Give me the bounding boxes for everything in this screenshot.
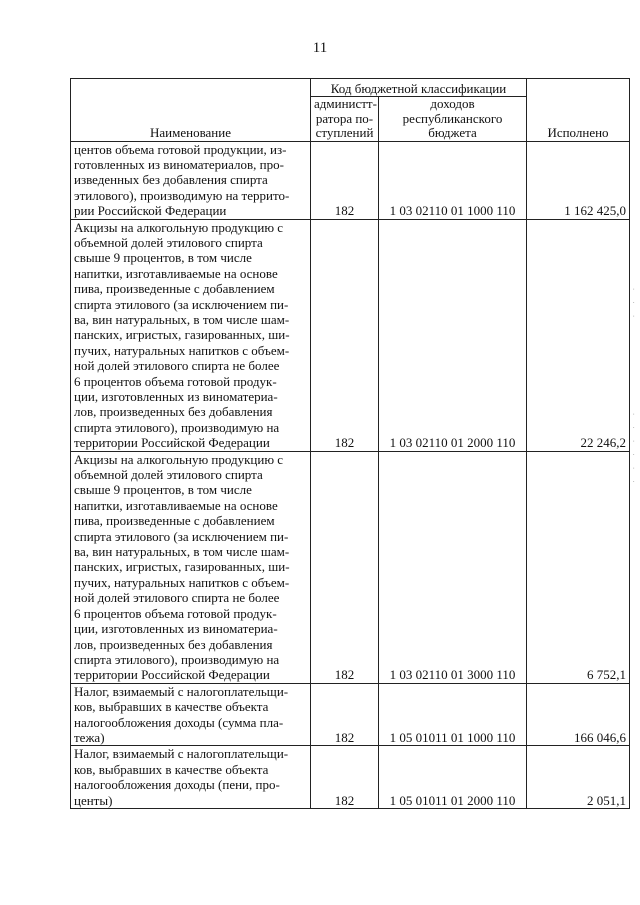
cell-name-line: этилового), производимую на террито- xyxy=(74,187,290,203)
cell-name xyxy=(71,451,311,683)
cell-kbk: 1 03 02110 01 3000 110 xyxy=(379,451,527,683)
cell-admin: 182 xyxy=(311,451,379,683)
header-name: Наименование xyxy=(71,79,311,142)
cell-kbk: 1 05 01011 01 2000 110 xyxy=(379,746,527,809)
cell-name-line: лов, произведенных без добавления xyxy=(74,404,273,420)
cell-name-line: налогообложения доходы (сумма пла- xyxy=(74,714,284,730)
scan-margin-mark: ᐧ ᐧ ᐧ ᐧ ᐧ ᐧ xyxy=(629,410,638,488)
cell-name-line: пучих, натуральных напитков с объем- xyxy=(74,342,290,358)
header-admin-line: администт- xyxy=(314,96,377,111)
cell-name-line: рии Российской Федерации xyxy=(74,203,227,219)
header-admin-line: ратора по- xyxy=(315,110,374,126)
scan-margin-mark: ᐧ ᐧ ᐧ xyxy=(629,285,638,323)
cell-done: 166 046,6 xyxy=(527,683,630,746)
cell-name-line: готовленных из виноматериалов, про- xyxy=(74,156,284,172)
page-number: 11 xyxy=(312,40,328,56)
header-done: Исполнено xyxy=(527,79,630,142)
header-admin-line: ступлений xyxy=(315,125,374,140)
cell-name-line: свыше 9 процентов, в том числе xyxy=(74,482,252,498)
table-row xyxy=(71,141,630,219)
cell-name-line: Акцизы на алкогольную продукцию с xyxy=(74,219,284,235)
cell-name-line: пучих, натуральных напитков с объем- xyxy=(74,574,290,590)
cell-admin: 182 xyxy=(311,683,379,746)
cell-name xyxy=(71,683,311,746)
cell-name-line: ции, изготовленных из виноматериа- xyxy=(74,389,278,404)
table-body xyxy=(71,141,630,808)
table-row xyxy=(71,746,630,809)
cell-name-line: лов, произведенных без добавления xyxy=(74,636,273,652)
cell-admin: 182 xyxy=(311,219,379,451)
cell-done: 22 246,2 xyxy=(527,219,630,451)
cell-name-line: объемной долей этилового спирта xyxy=(74,467,263,483)
cell-name-line: спирта этилового (за исключением пи- xyxy=(74,528,289,544)
cell-name-line: панских, игристых, газированных, ши- xyxy=(74,327,290,343)
cell-name-line: 6 процентов объема готовой продук- xyxy=(74,605,277,621)
header-admin xyxy=(311,97,379,142)
cell-name-line: центы) xyxy=(74,792,113,808)
header-income-line: бюджета xyxy=(428,125,477,140)
cell-name-line: территории Российской Федерации xyxy=(74,667,270,683)
cell-name-line: Акцизы на алкогольную продукцию с xyxy=(74,451,284,467)
cell-name-line: спирта этилового (за исключением пи- xyxy=(74,296,289,312)
cell-done: 1 162 425,0 xyxy=(527,141,630,219)
cell-name-line: спирта этилового), производимую на xyxy=(74,651,280,667)
header-code-group: Код бюджетной классификации xyxy=(311,79,527,97)
cell-name-line: ков, выбравших в качестве объекта xyxy=(74,761,269,777)
cell-kbk: 1 03 02110 01 1000 110 xyxy=(379,141,527,219)
cell-name-line: тежа) xyxy=(74,729,105,745)
cell-name-line: напитки, изготавливаемые на основе xyxy=(74,497,278,513)
table-row xyxy=(71,219,630,451)
table-row xyxy=(71,683,630,746)
cell-done: 6 752,1 xyxy=(527,451,630,683)
header-income xyxy=(379,97,527,142)
cell-admin: 182 xyxy=(311,141,379,219)
cell-name-line: изведенных без добавления спирта xyxy=(74,172,268,188)
cell-kbk: 1 03 02110 01 2000 110 xyxy=(379,219,527,451)
cell-name-line: ной долей этилового спирта не более xyxy=(74,358,280,374)
cell-name-line: Налог, взимаемый с налогоплательщи- xyxy=(74,683,289,699)
cell-name-line: спирта этилового), производимую на xyxy=(74,419,280,435)
cell-name-line: Налог, взимаемый с налогоплательщи- xyxy=(74,746,289,762)
cell-name-line: 6 процентов объема готовой продук- xyxy=(74,373,277,389)
cell-name-line: пива, произведенные с добавлением xyxy=(74,281,275,297)
cell-name xyxy=(71,141,311,219)
cell-name-line: налогообложения доходы (пени, про- xyxy=(74,777,280,793)
cell-done: 2 051,1 xyxy=(527,746,630,809)
header-income-line: доходов xyxy=(430,96,475,111)
table-header xyxy=(71,79,630,142)
cell-name-line: ва, вин натуральных, в том числе шам- xyxy=(74,311,290,327)
cell-name-line: ков, выбравших в качестве объекта xyxy=(74,699,269,715)
cell-name-line: свыше 9 процентов, в том числе xyxy=(74,250,252,266)
cell-name-line: ва, вин натуральных, в том числе шам- xyxy=(74,544,290,560)
cell-name xyxy=(71,219,311,451)
cell-name-line: напитки, изготавливаемые на основе xyxy=(74,265,278,281)
cell-name-line: ции, изготовленных из виноматериа- xyxy=(74,621,278,637)
cell-kbk: 1 05 01011 01 1000 110 xyxy=(379,683,527,746)
cell-admin: 182 xyxy=(311,746,379,809)
cell-name-line: территории Российской Федерации xyxy=(74,435,270,451)
header-income-line: республиканского xyxy=(402,110,503,126)
cell-name-line: панских, игристых, газированных, ши- xyxy=(74,559,290,575)
cell-name-line: объемной долей этилового спирта xyxy=(74,234,263,250)
cell-name xyxy=(71,746,311,809)
table-row xyxy=(71,451,630,683)
budget-table xyxy=(70,78,630,809)
cell-name-line: центов объема готовой продукции, из- xyxy=(74,141,287,157)
cell-name-line: пива, произведенные с добавлением xyxy=(74,513,275,529)
cell-name-line: ной долей этилового спирта не более xyxy=(74,590,280,606)
